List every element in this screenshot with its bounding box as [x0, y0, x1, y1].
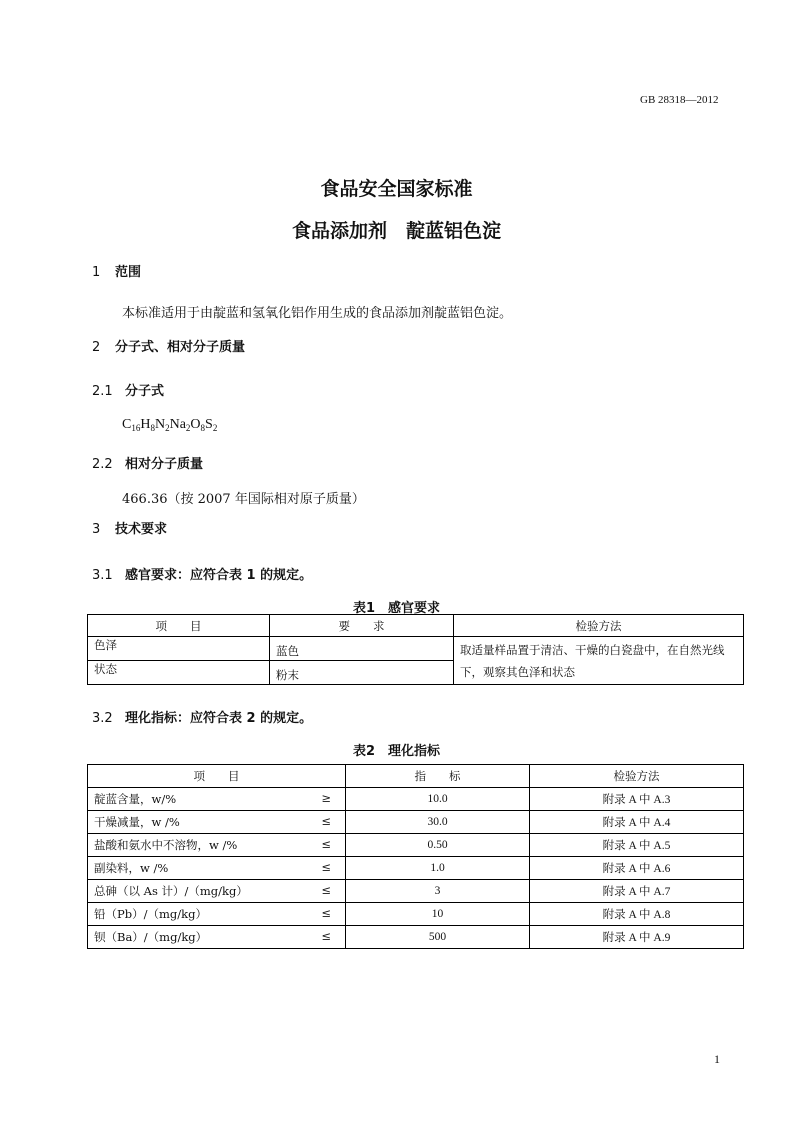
- section-3-heading: [92, 518, 167, 537]
- section-title: 相对分子质量: [125, 457, 204, 472]
- section-number: 2.2: [92, 457, 113, 472]
- item-cell: [88, 926, 346, 949]
- method-cell: 附录 A 中 A.9: [530, 926, 744, 949]
- sensory-requirements-table: [87, 614, 744, 685]
- item-label: 钡（Ba）/（mg/kg）: [94, 930, 208, 944]
- comparison-symbol: ≤: [321, 929, 331, 943]
- item-label: 干燥减量，w /%: [94, 815, 180, 829]
- table-row: [88, 788, 744, 811]
- method-cell: 附录 A 中 A.3: [530, 788, 744, 811]
- comparison-symbol: ≥: [321, 791, 331, 805]
- table-header-row: [88, 615, 744, 637]
- item-label: 靛蓝含量，w/%: [94, 792, 177, 806]
- item-label: 盐酸和氨水中不溶物，w /%: [94, 838, 238, 852]
- document-title: 食品安全国家标准: [320, 178, 473, 200]
- section-number: 3.2: [92, 711, 113, 726]
- item-cell: [88, 811, 346, 834]
- column-header: 项 目: [88, 615, 270, 637]
- comparison-symbol: ≤: [321, 883, 331, 897]
- method-cell: 附录 A 中 A.5: [530, 834, 744, 857]
- table-row: [88, 880, 744, 903]
- method-cell: [454, 637, 744, 685]
- item-cell: [88, 880, 346, 903]
- section-title: 感官要求：应符合表 1 的规定。: [125, 568, 313, 583]
- value-cell: 30.0: [346, 811, 530, 834]
- section-title: 分子式、相对分子质量: [115, 340, 246, 355]
- standard-code: GB 28318—2012: [640, 94, 719, 106]
- value-cell: 3: [346, 880, 530, 903]
- table-row: [88, 834, 744, 857]
- method-line: 取适量样品置于清洁、干燥的白瓷盘中，在自然光线: [460, 642, 725, 657]
- column-header: 检验方法: [454, 615, 744, 637]
- section-3-2-heading: [92, 707, 312, 726]
- section-title: 分子式: [125, 384, 165, 399]
- section-title: 理化指标：应符合表 2 的规定。: [125, 711, 313, 726]
- section-2-2-heading: [92, 453, 203, 472]
- section-title: 范围: [115, 265, 142, 280]
- section-3-1-heading: [92, 564, 312, 583]
- table-row: [88, 857, 744, 880]
- table-row: [88, 926, 744, 949]
- value-cell: 10.0: [346, 788, 530, 811]
- table-header-row: [88, 765, 744, 788]
- column-header: 要 求: [270, 615, 454, 637]
- section-number: 1: [92, 265, 101, 280]
- item-cell: [88, 834, 346, 857]
- page-number: 1: [714, 1052, 720, 1066]
- item-cell: 色泽: [88, 637, 270, 661]
- method-cell: 附录 A 中 A.4: [530, 811, 744, 834]
- document-subtitle: 食品添加剂 靛蓝铝色淀: [291, 220, 501, 242]
- item-cell: [88, 788, 346, 811]
- section-title: 技术要求: [115, 522, 168, 537]
- item-label: 副染料，w /%: [94, 861, 169, 875]
- section-1-body: 本标准适用于由靛蓝和氢氧化铝作用生成的食品添加剂靛蓝铝色淀。: [122, 306, 513, 321]
- method-cell: 附录 A 中 A.7: [530, 880, 744, 903]
- column-header: 检验方法: [530, 765, 744, 788]
- physicochemical-indicators-table: [87, 764, 744, 949]
- value-cell: 0.50: [346, 834, 530, 857]
- molecular-mass-value: 466.36（按 2007 年国际相对原子质量）: [122, 492, 365, 507]
- section-number: 3.1: [92, 568, 113, 583]
- section-number: 2: [92, 340, 101, 355]
- comparison-symbol: ≤: [321, 860, 331, 874]
- value-cell: 10: [346, 903, 530, 926]
- section-1-heading: [92, 261, 141, 280]
- comparison-symbol: ≤: [321, 837, 331, 851]
- section-number: 3: [92, 522, 101, 537]
- section-2-1-heading: [92, 380, 164, 399]
- value-cell: 500: [346, 926, 530, 949]
- value-cell: 1.0: [346, 857, 530, 880]
- column-header: 指 标: [346, 765, 530, 788]
- table-row: [88, 903, 744, 926]
- table-2-caption: 表2 理化指标: [352, 744, 441, 759]
- requirement-cell: 粉末: [270, 661, 454, 685]
- section-2-heading: [92, 336, 245, 355]
- item-cell: [88, 857, 346, 880]
- item-label: 铅（Pb）/（mg/kg）: [94, 907, 207, 921]
- method-cell: 附录 A 中 A.6: [530, 857, 744, 880]
- comparison-symbol: ≤: [321, 814, 331, 828]
- molecular-formula: $C_{16}H_8N_2Na_2O_8S_2$: [122, 417, 218, 433]
- section-number: 2.1: [92, 384, 113, 399]
- item-cell: 状态: [88, 661, 270, 685]
- table-row: [88, 637, 744, 661]
- item-label: 总砷（以 As 计）/（mg/kg）: [94, 884, 248, 898]
- table-1-caption: 表1 感官要求: [352, 601, 441, 616]
- requirement-cell: 蓝色: [270, 637, 454, 661]
- method-cell: 附录 A 中 A.8: [530, 903, 744, 926]
- method-line: 下，观察其色泽和状态: [460, 664, 575, 679]
- column-header: 项 目: [88, 765, 346, 788]
- item-cell: [88, 903, 346, 926]
- table-row: [88, 811, 744, 834]
- comparison-symbol: ≤: [321, 906, 331, 920]
